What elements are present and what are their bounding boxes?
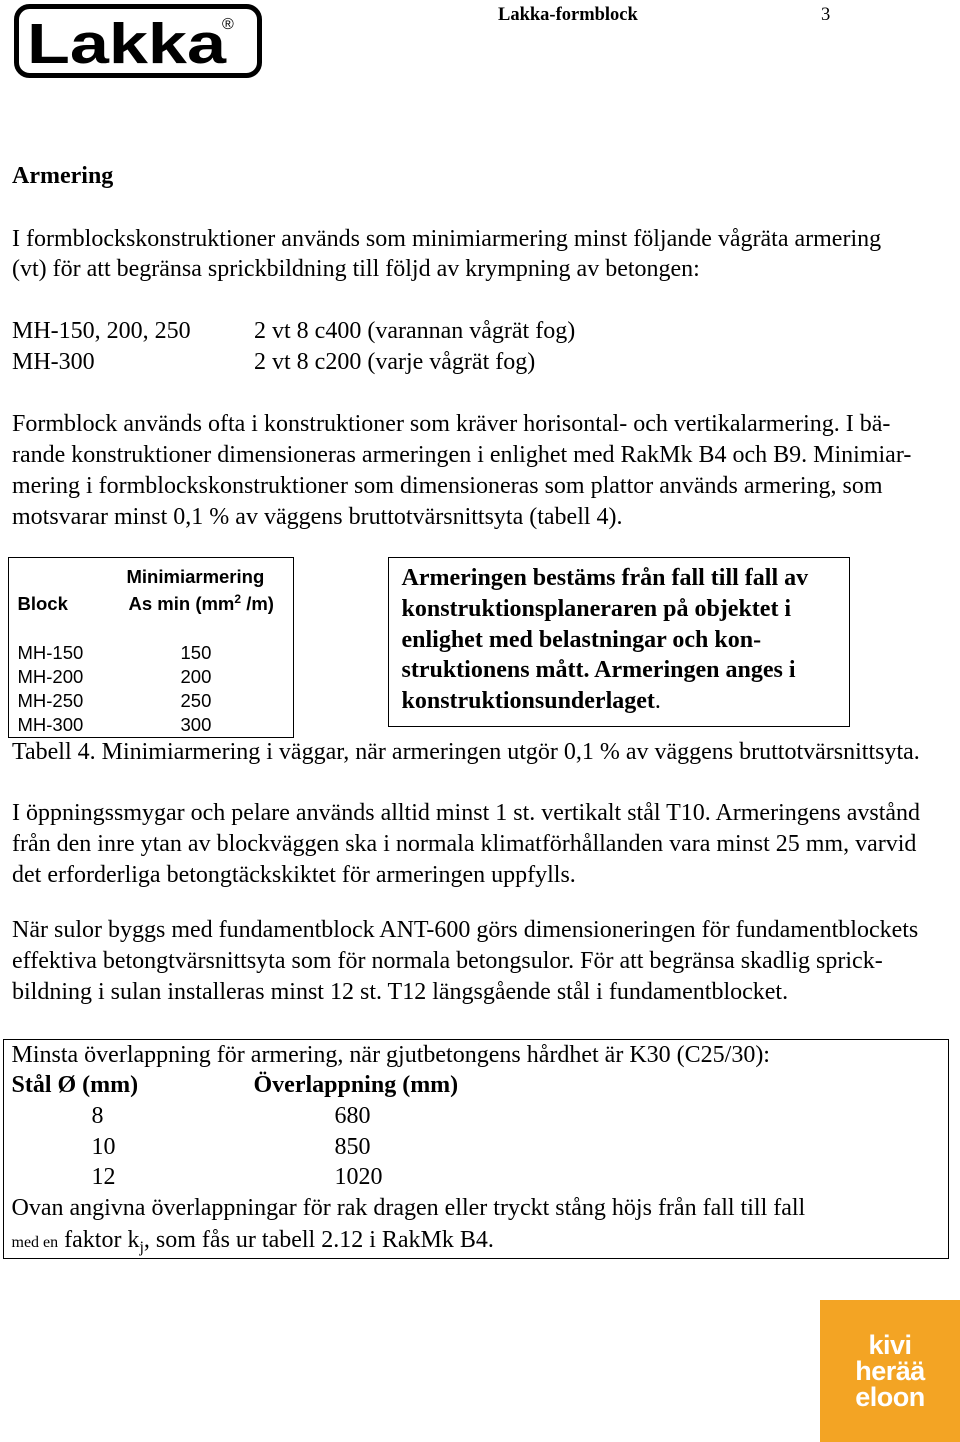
note-line: konstruktionsplaneraren på objektet i <box>401 595 792 622</box>
overlap-cell-diameter: 10 <box>91 1134 116 1160</box>
registered-mark: ® <box>222 16 234 33</box>
paragraph-line: I öppningssmygar och pelare används alltid minst 1 st. vertikalt stål T10. Armeringens avstånd <box>12 799 921 826</box>
overlap-note-line <box>12 1225 494 1258</box>
overlap-intro: Minsta överlappning för armering, när gjutbetongens hårdhet är K30 (C25/30): <box>11 1042 770 1068</box>
overlap-cell-length: 1020 <box>334 1164 383 1190</box>
overlap-note-small: med en <box>11 1234 59 1251</box>
note-line <box>402 686 809 717</box>
table-caption: Tabell 4. Minimiarmering i väggar, när armeringen utgör 0,1 % av väggens bruttotvärsnittsyta. <box>12 738 920 765</box>
column-header-block: Block <box>17 592 68 614</box>
table-cell-area: 200 <box>180 665 212 687</box>
paragraph-line: (vt) för att begränsa sprickbildning till följd av krympning av betongen: <box>12 256 700 282</box>
block-type: MH-300 <box>12 349 95 375</box>
paragraph-line: I formblockskonstruktioner används som minimiarmering minst följande vågräta armering <box>12 226 882 252</box>
logo-wordmark: Lakka <box>27 12 228 76</box>
note-line: struktionens mått. Armeringen anges i <box>401 657 796 684</box>
overlap-cell-length: 850 <box>334 1134 371 1160</box>
campaign-logo-line: kivi <box>868 1330 912 1360</box>
paragraph-line: från den inre ytan av blockväggen ska i normala klimatförhållanden vara minst 25 mm, varvid <box>12 830 917 857</box>
campaign-logo-text <box>820 1332 960 1410</box>
overlap-cell-diameter: 12 <box>91 1164 116 1190</box>
intro-paragraph <box>12 224 881 284</box>
block-type: MH-150, 200, 250 <box>12 318 191 344</box>
foundation-paragraph <box>12 915 918 1008</box>
table-cell-area: 150 <box>180 641 212 663</box>
overlap-note-tail: , som fås ur tabell 2.12 i RakMk B4. <box>143 1227 494 1253</box>
paragraph-line: rande konstruktioner dimensioneras armeringen i enlighet med RakMk B4 och B9. Minimiar- <box>12 441 912 468</box>
paragraph-line: mering i formblockskonstruktioner som dimensioneras som plattor används armering, som <box>12 472 883 499</box>
column-header-area <box>129 593 274 615</box>
reinforcement-list <box>12 316 712 378</box>
paragraph-line: bildning i sulan installeras minst 12 st. T12 längsgående stål i fundamentblocket. <box>12 978 789 1005</box>
running-header-title: Lakka-formblock <box>498 5 638 25</box>
campaign-logo-line: herää <box>855 1356 925 1386</box>
table-cell-block: MH-150 <box>17 641 84 663</box>
reinforcement-row <box>12 316 712 347</box>
overlap-box <box>3 1039 949 1259</box>
paragraph-line: effektiva betongtvärsnittsyta som för normala betongsulor. För att begränsa skadlig sprick- <box>12 947 883 974</box>
lakka-logo <box>14 4 262 78</box>
paragraph-line: När sulor byggs med fundamentblock ANT-600 görs dimensioneringen för fundamentblockets <box>12 916 919 943</box>
table-4 <box>8 557 294 738</box>
reinforcement-row <box>12 347 712 378</box>
paragraph-line: Formblock används ofta i konstruktioner som kräver horisontal- och vertikalarmering. I bä- <box>12 410 891 437</box>
lakka-logo-graphic <box>14 4 262 78</box>
table-cell-block: MH-250 <box>17 689 84 711</box>
overlap-cell-length: 680 <box>334 1103 371 1129</box>
note-line: Armeringen bestäms från fall till fall av <box>401 565 809 591</box>
subscript-j: j <box>139 1239 144 1256</box>
note-last-bold: konstruktionsunderlaget <box>401 688 655 714</box>
column-header-area-text: As min (mm <box>128 592 235 614</box>
note-line: enlighet med belastningar och kon- <box>401 626 762 653</box>
column-header-area-unit: /m) <box>241 592 274 614</box>
kivi-heraa-eloon-logo <box>820 1300 960 1442</box>
note-last-period: . <box>654 688 661 714</box>
campaign-logo-line: eloon <box>855 1382 925 1412</box>
superscript-2: 2 <box>234 591 242 606</box>
table-cell-block: MH-200 <box>17 665 84 687</box>
column-header-diameter: Stål Ø (mm) <box>11 1072 139 1098</box>
openings-paragraph <box>12 798 920 891</box>
overlap-note-line: Ovan angivna överlappningar för rak dragen eller tryckt stång höjs från fall till fall <box>11 1195 806 1221</box>
overlap-note-main: faktor k <box>58 1227 140 1253</box>
table-cell-area: 250 <box>180 689 212 711</box>
table-cell-block: MH-300 <box>17 713 84 735</box>
reinforcement-spec: 2 vt 8 c400 (varannan vågrät fog) <box>254 318 576 344</box>
overlap-cell-diameter: 8 <box>91 1103 104 1129</box>
table-title: Minimiarmering <box>126 565 265 587</box>
table-cell-area: 300 <box>180 713 212 735</box>
design-paragraph <box>12 409 911 533</box>
paragraph-line: det erforderliga betongtäckskiktet för armeringen uppfylls. <box>12 861 576 888</box>
page-number: 3 <box>821 5 831 25</box>
reinforcement-spec: 2 vt 8 c200 (varje vågrät fog) <box>254 349 536 375</box>
note-box <box>388 557 850 727</box>
note-text <box>402 563 809 717</box>
paragraph-line: motsvarar minst 0,1 % av väggens bruttotvärsnittsyta (tabell 4). <box>12 503 623 530</box>
section-heading: Armering <box>12 163 114 189</box>
column-header-overlap: Överlappning (mm) <box>253 1072 459 1098</box>
